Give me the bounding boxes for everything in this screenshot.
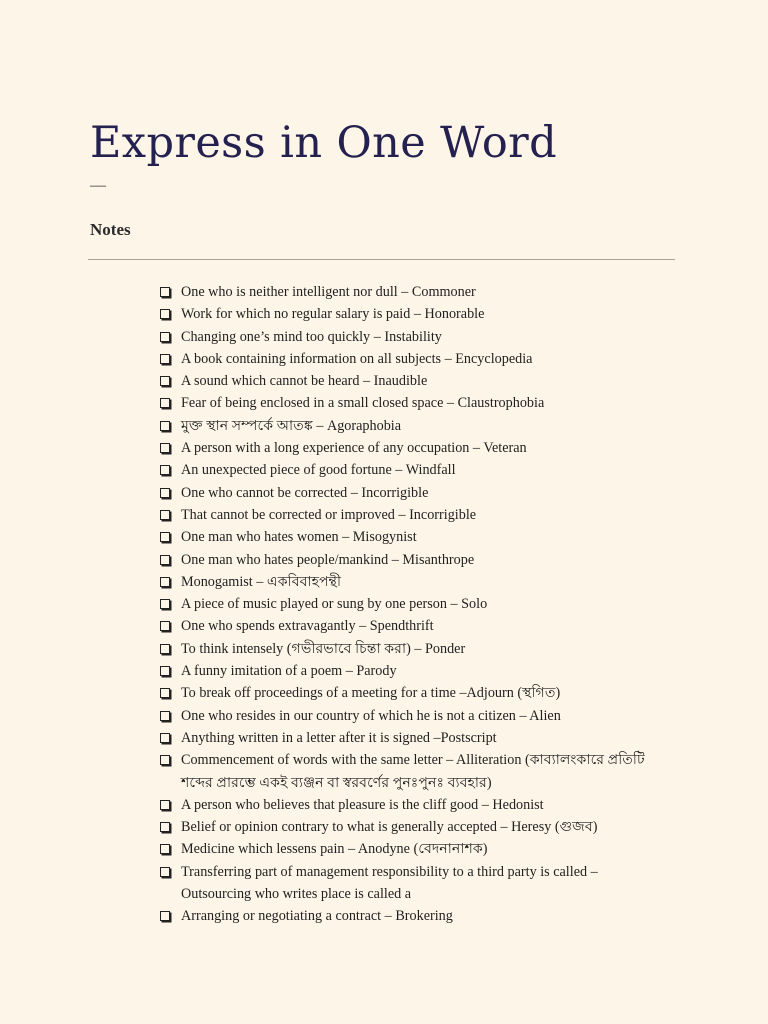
checkbox-bullet-icon xyxy=(160,354,170,364)
notes-list xyxy=(160,281,660,928)
checkbox-bullet-icon xyxy=(160,711,170,721)
list-item-text: Fear of being enclosed in a small closed space – Claustrophobia xyxy=(181,395,545,412)
list-item-text: Belief or opinion contrary to what is generally accepted – Heresy (গুজব) xyxy=(181,819,598,836)
list-item xyxy=(160,370,660,392)
list-item xyxy=(160,392,660,414)
list-item-text: To break off proceedings of a meeting for a time –Adjourn (স্থগিত) xyxy=(181,685,561,702)
checkbox-bullet-icon xyxy=(160,666,170,676)
list-item-text: One who cannot be corrected – Incorrigible xyxy=(181,484,429,501)
page-title: Express in One Word xyxy=(90,118,557,168)
list-item-text: A book containing information on all subjects – Encyclopedia xyxy=(181,350,533,367)
checkbox-bullet-icon xyxy=(160,465,170,475)
checkbox-bullet-icon xyxy=(160,532,170,542)
checkbox-bullet-icon xyxy=(160,309,170,319)
list-item xyxy=(160,660,660,682)
list-item xyxy=(160,437,660,459)
checkbox-bullet-icon xyxy=(160,733,170,743)
checkbox-bullet-icon xyxy=(160,443,170,453)
checkbox-bullet-icon xyxy=(160,755,170,765)
list-item xyxy=(160,281,660,303)
checkbox-bullet-icon xyxy=(160,822,170,832)
list-item xyxy=(160,615,660,637)
checkbox-bullet-icon xyxy=(160,911,170,921)
title-dash: — xyxy=(90,177,106,194)
checkbox-bullet-icon xyxy=(160,688,170,698)
checkbox-bullet-icon xyxy=(160,844,170,854)
list-item-text: An unexpected piece of good fortune – Windfall xyxy=(181,462,456,479)
list-item xyxy=(160,348,660,370)
list-item-text: A funny imitation of a poem – Parody xyxy=(181,663,397,680)
checkbox-bullet-icon xyxy=(160,510,170,520)
checkbox-bullet-icon xyxy=(160,800,170,810)
list-item-text: To think intensely (গভীরভাবে চিন্তা করা) – Ponder xyxy=(181,640,466,657)
list-item xyxy=(160,682,660,704)
list-item-text: A person with a long experience of any occupation – Veteran xyxy=(181,440,527,457)
checkbox-bullet-icon xyxy=(160,599,170,609)
list-item xyxy=(160,504,660,526)
list-item-text: One man who hates people/mankind – Misanthrope xyxy=(181,551,475,568)
list-item xyxy=(160,838,660,860)
list-item xyxy=(160,459,660,481)
list-item-text: Work for which no regular salary is paid – Honorable xyxy=(181,306,485,323)
list-item-text: A piece of music played or sung by one person – Solo xyxy=(181,596,488,613)
list-item-text: Monogamist – একবিবাহপন্থী xyxy=(181,573,342,590)
checkbox-bullet-icon xyxy=(160,376,170,386)
list-item-text: Medicine which lessens pain – Anodyne (বেদনানাশক) xyxy=(181,841,488,858)
list-item-text: A person who believes that pleasure is the cliff good – Hedonist xyxy=(181,796,544,813)
list-item xyxy=(160,593,660,615)
list-item-text: That cannot be corrected or improved – Incorrigible xyxy=(181,506,477,523)
list-item xyxy=(160,571,660,593)
checkbox-bullet-icon xyxy=(160,287,170,297)
list-item-text: One man who hates women – Misogynist xyxy=(181,529,417,546)
list-item-text: Arranging or negotiating a contract – Brokering xyxy=(181,908,453,925)
list-item xyxy=(160,638,660,660)
checkbox-bullet-icon xyxy=(160,867,170,877)
list-item xyxy=(160,303,660,325)
checkbox-bullet-icon xyxy=(160,488,170,498)
section-label-notes: Notes xyxy=(90,220,131,239)
list-item xyxy=(160,705,660,727)
list-item-text: মুক্ত স্থান সম্পর্কে আতঙ্ক – Agoraphobia xyxy=(181,417,402,434)
list-item-text: Changing one’s mind too quickly – Instability xyxy=(181,328,442,345)
list-item-text: Anything written in a letter after it is signed –Postscript xyxy=(181,729,497,746)
list-item xyxy=(160,816,660,838)
list-item xyxy=(160,727,660,749)
checkbox-bullet-icon xyxy=(160,398,170,408)
list-item xyxy=(160,326,660,348)
checkbox-bullet-icon xyxy=(160,621,170,631)
list-item xyxy=(160,549,660,571)
list-item-text: Commencement of words with the same letter – Alliteration (কাব্যালংকারে প্রতিটি শব্দের প্রারম্ভে একই ব্যঞ্জন বা স্বরবর্ণের পুনঃপুনঃ ব্যবহার) xyxy=(181,752,645,791)
list-item-text: One who resides in our country of which he is not a citizen – Alien xyxy=(181,707,561,724)
checkbox-bullet-icon xyxy=(160,332,170,342)
list-item xyxy=(160,482,660,504)
list-item xyxy=(160,861,660,906)
list-item-text: One who spends extravagantly – Spendthrift xyxy=(181,618,434,635)
section-divider xyxy=(88,259,675,260)
list-item xyxy=(160,526,660,548)
list-item xyxy=(160,794,660,816)
checkbox-bullet-icon xyxy=(160,577,170,587)
list-item xyxy=(160,749,660,794)
checkbox-bullet-icon xyxy=(160,555,170,565)
list-item xyxy=(160,905,660,927)
list-item-text: A sound which cannot be heard – Inaudible xyxy=(181,373,428,390)
list-item-text: One who is neither intelligent nor dull – Commoner xyxy=(181,284,476,300)
list-item xyxy=(160,415,660,437)
checkbox-bullet-icon xyxy=(160,421,170,431)
checkbox-bullet-icon xyxy=(160,644,170,654)
list-item-text: Transferring part of management responsibility to a third party is called – Outsourcing who writes place is called a xyxy=(181,863,598,903)
